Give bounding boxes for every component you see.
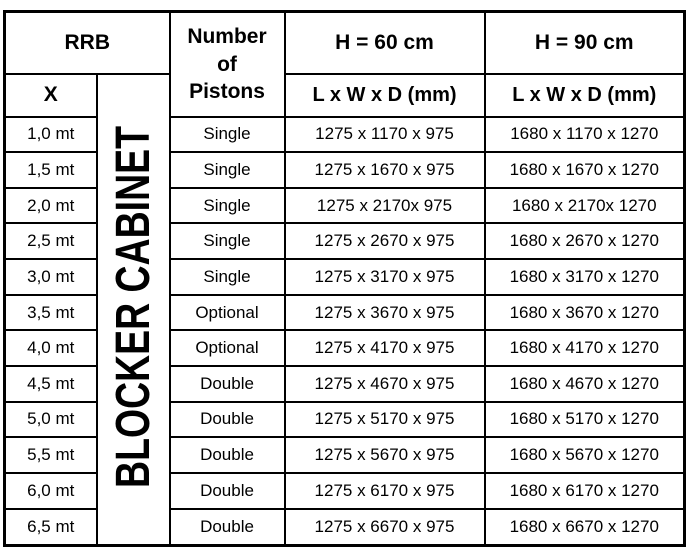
x-value: 1,0 mt <box>5 117 97 153</box>
h90-value: 1680 x 4170 x 1270 <box>485 330 685 366</box>
h90-value: 1680 x 3170 x 1270 <box>485 259 685 295</box>
blocker-cabinet-spec-table <box>3 10 686 547</box>
pistons-value: Double <box>170 402 285 438</box>
h90-value: 1680 x 4670 x 1270 <box>485 366 685 402</box>
h60-value: 1275 x 3170 x 975 <box>285 259 485 295</box>
h60-value: 1275 x 6170 x 975 <box>285 473 485 509</box>
x-value: 5,5 mt <box>5 437 97 473</box>
x-header: X <box>5 74 97 117</box>
pistons-header-label: Number of Pistons <box>187 25 267 103</box>
h60-header: H = 60 cm <box>285 12 485 74</box>
h60-value: 1275 x 4170 x 975 <box>285 330 485 366</box>
x-value: 3,5 mt <box>5 295 97 331</box>
h60-value: 1275 x 5670 x 975 <box>285 437 485 473</box>
x-value: 6,5 mt <box>5 509 97 545</box>
rrb-header: RRB <box>5 12 170 74</box>
pistons-value: Double <box>170 437 285 473</box>
h60-value: 1275 x 2670 x 975 <box>285 223 485 259</box>
pistons-value: Single <box>170 152 285 188</box>
x-value: 4,0 mt <box>5 330 97 366</box>
h90-header: H = 90 cm <box>485 12 685 74</box>
dims90-header: L x W x D (mm) <box>485 74 685 117</box>
h90-value: 1680 x 5670 x 1270 <box>485 437 685 473</box>
h90-value: 1680 x 1170 x 1270 <box>485 117 685 153</box>
pistons-value: Single <box>170 117 285 153</box>
pistons-header <box>170 12 285 117</box>
cabinet-label: BLOCKER CABINET <box>106 125 160 488</box>
spec-table-container <box>3 10 686 547</box>
pistons-value: Single <box>170 259 285 295</box>
h60-value: 1275 x 5170 x 975 <box>285 402 485 438</box>
h90-value: 1680 x 2170x 1270 <box>485 188 685 224</box>
h60-value: 1275 x 3670 x 975 <box>285 295 485 331</box>
pistons-value: Single <box>170 188 285 224</box>
x-value: 2,5 mt <box>5 223 97 259</box>
x-value: 6,0 mt <box>5 473 97 509</box>
pistons-value: Optional <box>170 295 285 331</box>
header-row-1 <box>5 12 685 74</box>
header-row-2 <box>5 74 685 117</box>
h90-value: 1680 x 1670 x 1270 <box>485 152 685 188</box>
pistons-value: Double <box>170 473 285 509</box>
dims60-header: L x W x D (mm) <box>285 74 485 117</box>
h90-value: 1680 x 6670 x 1270 <box>485 509 685 545</box>
h90-value: 1680 x 6170 x 1270 <box>485 473 685 509</box>
pistons-value: Double <box>170 509 285 545</box>
h90-value: 1680 x 5170 x 1270 <box>485 402 685 438</box>
pistons-value: Double <box>170 366 285 402</box>
h60-value: 1275 x 1170 x 975 <box>285 117 485 153</box>
h60-value: 1275 x 4670 x 975 <box>285 366 485 402</box>
pistons-value: Single <box>170 223 285 259</box>
h60-value: 1275 x 2170x 975 <box>285 188 485 224</box>
pistons-value: Optional <box>170 330 285 366</box>
cabinet-cell <box>97 74 170 546</box>
x-value: 3,0 mt <box>5 259 97 295</box>
x-value: 2,0 mt <box>5 188 97 224</box>
h90-value: 1680 x 2670 x 1270 <box>485 223 685 259</box>
x-value: 1,5 mt <box>5 152 97 188</box>
h60-value: 1275 x 6670 x 975 <box>285 509 485 545</box>
h60-value: 1275 x 1670 x 975 <box>285 152 485 188</box>
h90-value: 1680 x 3670 x 1270 <box>485 295 685 331</box>
x-value: 5,0 mt <box>5 402 97 438</box>
x-value: 4,5 mt <box>5 366 97 402</box>
